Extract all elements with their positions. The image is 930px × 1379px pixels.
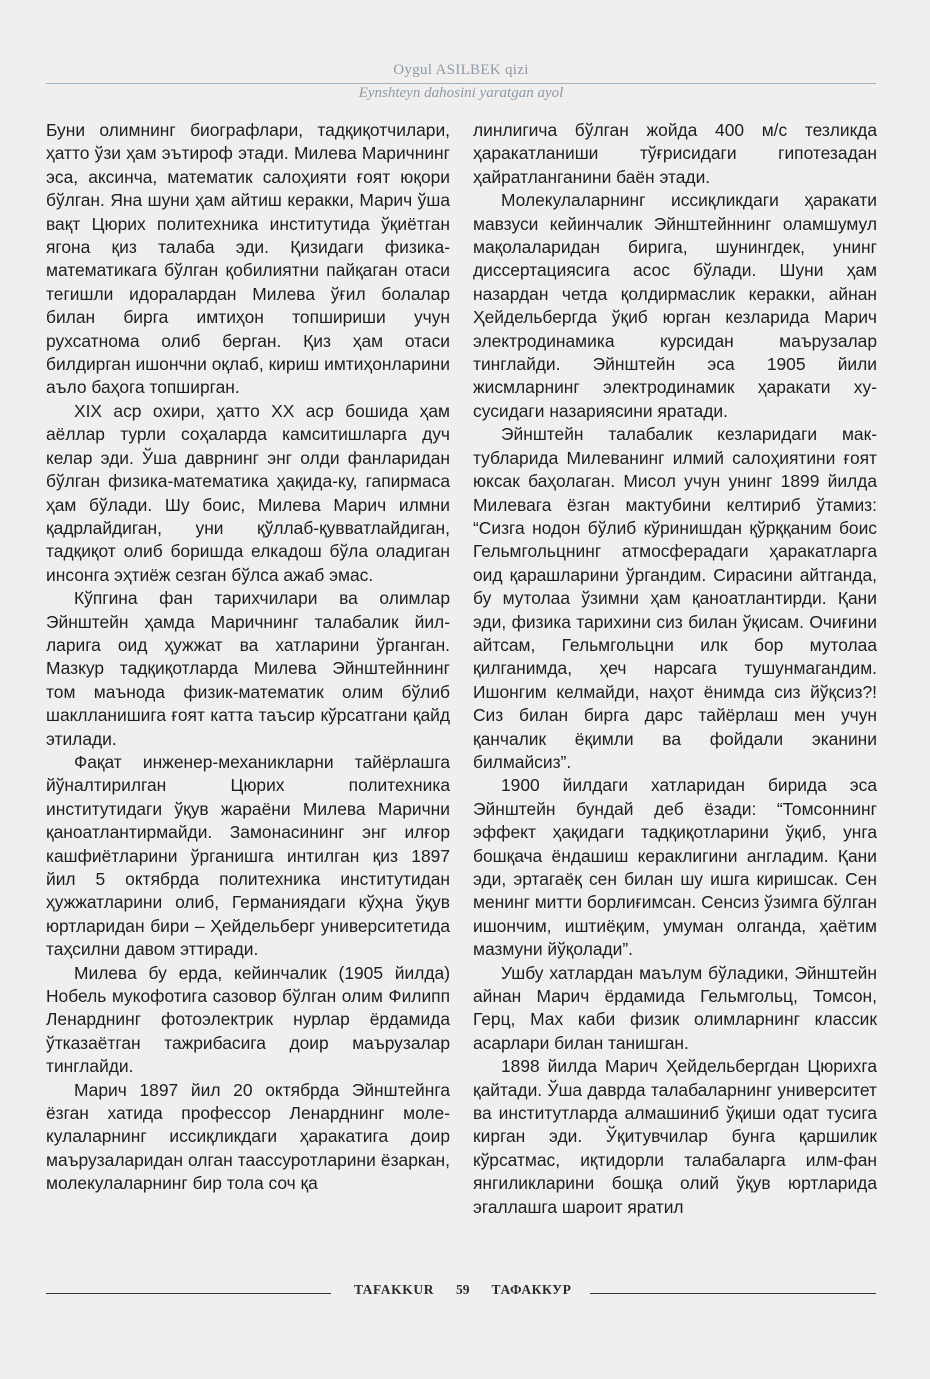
paragraph: Буни олимнинг биографлари, тадқиқотчилари, ҳатто ўзи ҳам эътироф этади. Милева Маричнинг эса, аксинча, математик салоҳияти ғоят юқори бўлган. Яна шуни ҳам айтиш керакки, Марич ўша вақт Цюрих политехника институтида ўқиётган ягона қиз талаба эди. Қизидаги физика-математикага бўлган қобилиятни пайқаган отаси тегишли идоралардан Милева ўғил болалар билан бирга имтиҳон топшириши учун рухсатнома олиб берган. Қиз ҳам отаси билдирган ишончни оқлаб, кириш имтиҳонларини аъло баҳога топширган. [46,120,450,398]
paragraph: XIX асp охири, ҳатто XX асp бошида ҳам аёллар турли соҳаларда камситишларга дуч келар эди. Ўша даврнинг энг олди фанларидан бўлган физика-математика ҳақида-ку, гапирмаса ҳам бўлади. Шу боис, Милева Марич илмни қадрлайдиган, уни қўллаб-қувватлайдиган, тадқиқот олиб боришда елкадош бўла оладиган инсонга эҳтиёж сезган бўлса ажаб эмас. [46,400,450,585]
paragraph: линлигича бўлган жойда 400 м/с тезликда ҳаракатланиши тўғрисидаги гипотезадан ҳайратланганини баён этади. [473,120,877,187]
page-footer [46,1282,876,1302]
footer-label-cyrillic: ТАФАККУР [491,1282,572,1297]
paragraph: Молекулаларнинг иссиқликдаги ҳаракати мавзуси кейинчалик Эйнштейннинг оламшумул мақолаларидан бирига, шунингдек, унинг диссертациясига асос бўлади. Шуни ҳам назардан четда қолдирмаслик керакки, айнан Ҳейдельбергда ўқиб юрган кезларида Марич электродинамика курсидан маърузалар тинглайди. Эйнштейн эса 1905 йили жисмларнинг электродинамик ҳаракати хусусидаги назариясини яратади. [473,190,877,421]
author-name: Oygul ASILBEK qizi [393,62,529,78]
right-column [473,119,877,1219]
paragraph: Кўпгина фан тарихчилари ва олимлар Эйнштейн ҳамда Маричнинг талабалик йилларига оид ҳужжат ва хатларини ўрганган. Мазкур тадқиқотларда Милева Эйнштейннинг том маънода физик-математик олим бўлиб шаклланишига ғоят катта таъсир кўрсатгани қайд этилади. [46,588,450,749]
paragraph: Марич 1897 йил 20 октябрда Эйнштейнга ёзган хатида профессор Ленарднинг молекулаларнинг иссиқликдаги ҳаракатига доир маърузаларидан олган таассуротларини ёзаркан, молекулаларнинг бир тола соч қа [46,1079,450,1194]
paragraph: 1900 йилдаги хатларидан бирида эса Эйнштейн бундай деб ёзади: “Томсоннинг эффект ҳақидаги тадқиқотларини ўқиб, унга бошқача ёндашиш кераклигини англадим. Қани эди, эртагаёқ сен билан шу ишга киришсак. Сен менинг митти борлиғимсан. Сенсиз ўзимга бўлган ишончим, иштиёқим, умуман олганда, ҳаётим мазмуни йўқолади”. [473,775,877,960]
footer-rule-right [590,1293,876,1294]
article-title: Eynshteyn dahosini yaratgan ayol [358,85,564,101]
footer-text [343,1282,581,1298]
paragraph: Ушбу хатлардан маълум бўладики, Эйнштейн айнан Марич ёрдамида Гельмгольц, Томсон, Герц, Мах каби физик олимларнинг классик асарлари билан танишган. [473,962,877,1053]
running-header [46,62,876,108]
header-rule [46,83,876,84]
footer-label-latin: TAFAKKUR [354,1282,435,1297]
left-column [46,119,450,1196]
paragraph: 1898 йилда Марич Ҳейдельбергдан Цюрихга қайтади. Ўша даврда талабаларнинг университет ва институтларда алмашиниб ўқиши одат тусига кирган эди. Ўқитувчилар бунга қаршилик кўрсатмас, иқтидорли талабаларга илм-фан янгиликларини бошқа олий ўқув юртларида эгаллашга шароит яратил [473,1056,877,1217]
paragraph: Эйнштейн талабалик кезларидаги мактубларида Милеванинг илмий салоҳиятини ғоят юксак баҳолаган. Мисол учун унинг 1899 йилда Милевага ёзган мактубини келтириб ўтамиз: “Сизга нодон бўлиб кўринишдан қўрққаним боис Гельмгольцнинг атмосферадаги ҳаракатларга оид қарашларини ўргандим. Сирасини айтганда, бу мутолаа ўзимни ҳам қаноатлантирди. Қани эди, физика тарихини сиз билан ўқисам. Очиғини айтсам, Гельмгольцни илк бор мутолаа қилганимда, ҳеч нарсага тушунмагандим. Ишонгим келмайди, наҳот ёнимда сиз йўқсиз?! Сиз билан бирга дарс тайёрлаш мен учун қанчалик ёқимли ва фойдали эканини билмайсиз”. [473,424,877,772]
paragraph: Милева бу ерда, кейинчалик (1905 йилда) Нобель мукофотига сазовор бўлган олим Филипп Ленарднинг фотоэлектрик нурлар ёрдамида ўтказаётган тажрибасига доир маърузалар тинглайди. [46,962,450,1077]
page-number: 59 [456,1282,470,1297]
paragraph: Фақат инженер-механикларни тайёрлашга йўналтирилган Цюрих политехника институтидаги ўқув жараёни Милева Марични қаноатлантирмайди. Замонасининг энг илғор кашфиётларини ўрганишга интилган қиз 1897 йил 5 октябрда политехника институтидан ҳужжатларини олиб, Германиядаги кўҳна ўқув юртларидан бири – Ҳейдельберг университетида таҳсилни давом эттиради. [46,751,450,960]
footer-rule-left [46,1293,331,1294]
